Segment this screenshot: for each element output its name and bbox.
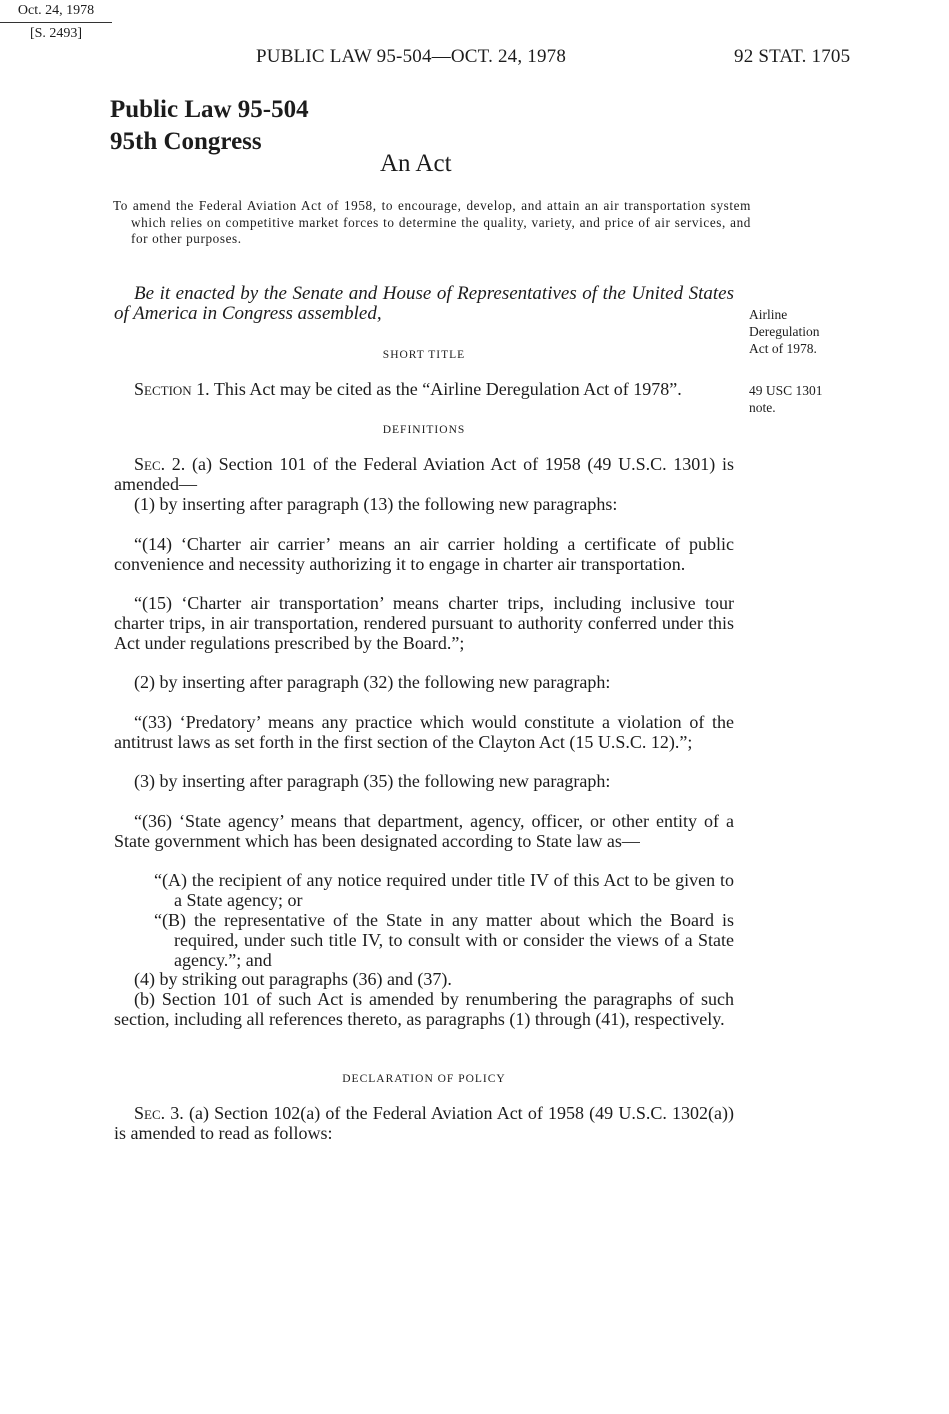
section-text: 3. (a) Section 102(a) of the Federal Aviation Act of 1958 (49 U.S.C. 1302(a)) is amended to read as follows:: [114, 1103, 734, 1143]
section-1: [114, 380, 734, 400]
definition-14: “(14) ‘Charter air carrier’ means an air carrier holding a certificate of public convenience and necessity authorizing it to engage in charter air transportation.: [114, 534, 734, 574]
margin-date-block: [0, 0, 112, 45]
margin-note-line: 49 USC 1301: [749, 383, 823, 398]
margin-short-title-note: [749, 306, 819, 357]
margin-bill-number: [S. 2493]: [29, 26, 83, 41]
public-law-number: Public Law 95-504: [110, 96, 309, 123]
heading-short-title: SHORT TITLE: [382, 349, 466, 361]
section-label: Section: [134, 379, 192, 399]
section-2-para-4: (4) by striking out paragraphs (36) and (37).: [134, 969, 452, 989]
margin-note-line: Act of 1978.: [749, 341, 817, 356]
definition-36: “(36) ‘State agency’ means that department, agency, officer, or other entity of a State government which has been designated according to State law as—: [114, 811, 734, 851]
purpose-paragraph: To amend the Federal Aviation Act of 1958, to encourage, develop, and attain an air transportation system which relies on competitive market forces to determine the quality, variety, and price of air services, and for other purposes.: [113, 198, 751, 246]
margin-usc-note: [749, 382, 823, 416]
heading-declaration-of-policy: DECLARATION OF POLICY: [342, 1073, 506, 1085]
section-2-subsection-b: (b) Section 101 of such Act is amended by renumbering the paragraphs of such section, including all references thereto, as paragraphs (1) through (41), respectively.: [114, 989, 734, 1029]
section-2-para-1: (1) by inserting after paragraph (13) the following new paragraphs:: [134, 494, 618, 514]
section-2-intro: [114, 455, 734, 495]
margin-note-line: note.: [749, 400, 776, 415]
definition-33: “(33) ‘Predatory’ means any practice which would constitute a violation of the antitrust laws as set forth in the first section of the Clayton Act (15 U.S.C. 12).”;: [114, 712, 734, 752]
definition-36-b: “(B) the representative of the State in any matter about which the Board is required, under such title IV, to consult with or consider the views of a State agency.”; and: [154, 910, 734, 970]
section-label: Sec.: [134, 1103, 166, 1123]
section-3: [114, 1104, 734, 1144]
running-head-left: PUBLIC LAW 95-504—OCT. 24, 1978: [256, 46, 567, 67]
margin-date: Oct. 24, 1978: [0, 0, 112, 23]
section-2-para-2: (2) by inserting after paragraph (32) the following new paragraph:: [134, 672, 611, 692]
section-2-para-3: (3) by inserting after paragraph (35) the following new paragraph:: [134, 771, 611, 791]
enacting-clause: Be it enacted by the Senate and House of Representatives of the United States of America in Congress assembled,: [114, 283, 734, 324]
definition-36-a: “(A) the recipient of any notice required under title IV of this Act to be given to a State agency; or: [154, 870, 734, 910]
margin-note-line: Deregulation: [749, 324, 820, 339]
congress-number: 95th Congress: [110, 128, 262, 155]
section-text: 2. (a) Section 101 of the Federal Aviation Act of 1958 (49 U.S.C. 1301) is amended—: [114, 454, 734, 494]
margin-note-line: Airline: [749, 307, 788, 322]
definition-15: “(15) ‘Charter air transportation’ means charter trips, including inclusive tour charter trips, in air transportation, rendered pursuant to authority conferred under this Act under regulations prescribed by the Board.”;: [114, 593, 734, 653]
section-label: Sec.: [134, 454, 166, 474]
running-head-right: 92 STAT. 1705: [734, 46, 851, 67]
heading-definitions: DEFINITIONS: [382, 424, 466, 436]
act-heading: An Act: [380, 150, 452, 177]
section-text: 1. This Act may be cited as the “Airline Deregulation Act of 1978”.: [191, 379, 682, 399]
